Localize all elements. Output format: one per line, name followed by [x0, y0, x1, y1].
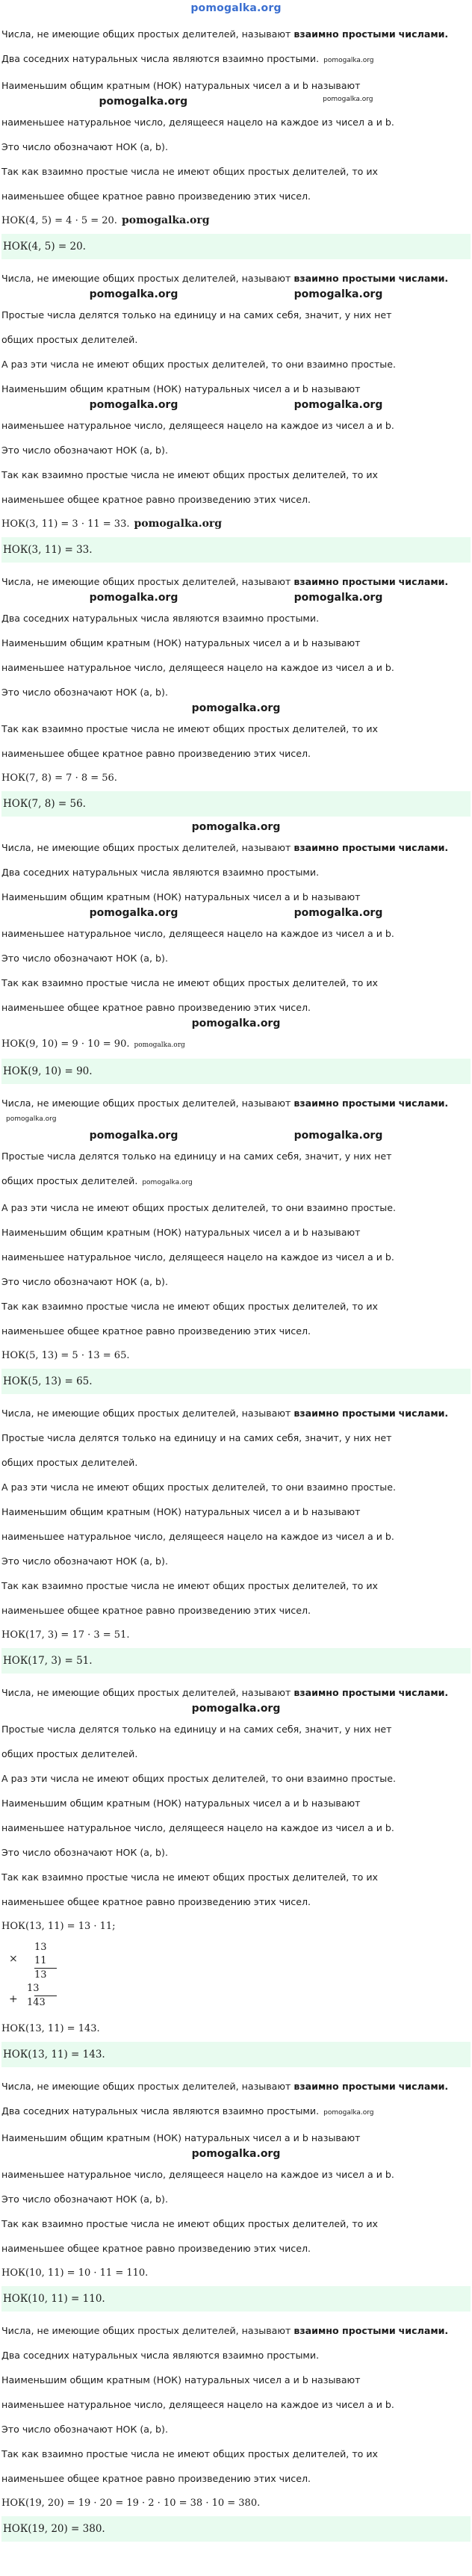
multiply-sign: × — [9, 1953, 18, 1965]
problem-2 — [1, 264, 471, 563]
lcm-coprime-rule: Так как взаимно простые числа не имеют общих простых делителей, то их — [1, 977, 378, 988]
watermark: pomogalka.org — [191, 1018, 281, 1030]
watermark: pomogalka.org — [121, 214, 210, 226]
lcm-definition-cont: наименьшее натуральное число, делящееся нацело на каждое из чисел a и b. — [1, 420, 394, 431]
site-logo[interactable]: pomogalka.org — [190, 2, 282, 14]
watermark: pomogalka.org — [323, 96, 373, 103]
watermark: pomogalka.org — [294, 1130, 383, 1142]
watermark: pomogalka.org — [323, 2109, 374, 2117]
lcm-coprime-rule: Так как взаимно простые числа не имеют общих простых делителей, то их — [1, 469, 378, 480]
calculation: НОК(3, 11) = 3 · 11 = 33. pomogalka.org — [1, 518, 223, 530]
lcm-definition: Наименьшим общим кратным (НОК) натуральных чисел a и b называют — [1, 80, 361, 91]
column-multiplication — [1, 1936, 471, 2014]
primes-rule: Простые числа делятся только на единицу и на самих себя, значит, у них нет — [1, 1724, 392, 1735]
lcm-notation: Это число обозначают НОК (a, b). — [1, 1276, 168, 1287]
lcm-coprime-rule-cont: наименьшее общее кратное равно произведению этих чисел. — [1, 2473, 311, 2484]
multiplicand: 13 — [34, 1942, 47, 1953]
watermark: pomogalka.org — [191, 821, 281, 833]
adjacent-rule: Два соседних натуральных числа являются взаимно простыми. pomogalka.org — [1, 44, 471, 71]
watermark-row — [1, 1703, 471, 1715]
watermark-row — [1, 288, 471, 300]
lcm-coprime-rule: Так как взаимно простые числа не имеют общих простых делителей, то их — [1, 723, 378, 734]
answer: НОК(3, 11) = 33. — [1, 537, 471, 563]
answer: НОК(10, 11) = 110. — [1, 2286, 471, 2312]
lcm-coprime-rule: Так как взаимно простые числа не имеют общих простых делителей, то их — [1, 1580, 378, 1591]
calculation-result: НОК(13, 11) = 143. — [1, 2023, 100, 2034]
lcm-coprime-rule-cont: наименьшее общее кратное равно произведению этих чисел. — [1, 1605, 311, 1616]
adjacent-rule: Два соседних натуральных числа являются взаимно простыми. — [1, 2350, 320, 2361]
watermark: pomogalka.org — [294, 288, 383, 300]
calculation: НОК(9, 10) = 9 · 10 = 90. pomogalka.org — [1, 1030, 471, 1056]
problem-9 — [1, 2316, 471, 2542]
watermark: pomogalka.org — [191, 2148, 281, 2160]
watermark: pomogalka.org — [89, 1130, 178, 1142]
lcm-definition: Наименьшим общим кратным (НОК) натуральных чисел a и b называют — [1, 637, 361, 648]
definition-coprime: Числа, не имеющие общих простых делителей, называют взаимно простыми числами. — [1, 28, 449, 40]
partial-product-2: 13 — [27, 1983, 40, 1994]
definition-coprime: Числа, не имеющие общих простых делителей, называют взаимно простыми числами. — [1, 576, 449, 587]
no-common-divisors: А раз эти числа не имеют общих простых делителей, то они взаимно простые. — [1, 359, 396, 370]
watermark: pomogalka.org — [294, 907, 383, 919]
lcm-definition: Наименьшим общим кратным (НОК) натуральных чисел a и b называют — [1, 2374, 361, 2385]
definition-coprime: Числа, не имеющие общих простых делителей, называют взаимно простыми числами. — [1, 2325, 449, 2336]
lcm-notation: Это число обозначают НОК (a, b). — [1, 2424, 168, 2435]
watermark: pomogalka.org — [89, 288, 178, 300]
watermark-row — [1, 96, 471, 108]
lcm-notation: Это число обозначают НОК (a, b). — [1, 1555, 168, 1567]
watermark: pomogalka.org — [191, 702, 281, 714]
lcm-definition: Наименьшим общим кратным (НОК) натуральных чисел a и b называют — [1, 1798, 361, 1809]
calculation: НОК(7, 8) = 7 · 8 = 56. — [1, 773, 117, 784]
lcm-definition-cont: наименьшее натуральное число, делящееся нацело на каждое из чисел a и b. — [1, 2399, 394, 2410]
primes-rule-cont: общих простых делителей. — [1, 1457, 138, 1468]
watermark: pomogalka.org — [191, 1703, 281, 1715]
definition-coprime: Числа, не имеющие общих простых делителей, называют взаимно простыми числами.pomogalka.org — [1, 1089, 471, 1130]
watermark: pomogalka.org — [89, 592, 178, 604]
calculation: НОК(17, 3) = 17 · 3 = 51. — [1, 1629, 130, 1641]
answer: НОК(19, 20) = 380. — [1, 2516, 471, 2542]
primes-rule-cont: общих простых делителей. — [1, 334, 138, 345]
lcm-definition: Наименьшим общим кратным (НОК) натуральных чисел a и b называют — [1, 891, 361, 902]
watermark: pomogalka.org — [134, 518, 223, 530]
lcm-notation: Это число обозначают НОК (a, b). — [1, 953, 168, 964]
problem-4 — [1, 821, 471, 1084]
watermark-row — [1, 702, 471, 714]
primes-rule-cont: общих простых делителей. — [1, 1748, 138, 1759]
lcm-definition: Наименьшим общим кратным (НОК) натуральных чисел a и b называют — [1, 383, 361, 394]
lcm-coprime-rule: Так как взаимно простые числа не имеют общих простых делителей, то их — [1, 166, 378, 177]
lcm-definition-cont: наименьшее натуральное число, делящееся нацело на каждое из чисел a и b. — [1, 662, 394, 673]
solutions — [0, 19, 472, 2542]
problem-8 — [1, 2072, 471, 2312]
lcm-definition: Наименьшим общим кратным (НОК) натуральных чисел a и b называют — [1, 2132, 361, 2143]
definition-coprime: Числа, не имеющие общих простых делителей, называют взаимно простыми числами. — [1, 2081, 449, 2092]
adjacent-rule: Два соседних натуральных числа являются взаимно простыми. — [1, 867, 320, 878]
lcm-definition-cont: наименьшее натуральное число, делящееся нацело на каждое из чисел a и b. — [1, 2169, 394, 2180]
no-common-divisors: А раз эти числа не имеют общих простых делителей, то они взаимно простые. — [1, 1202, 396, 1213]
answer: НОК(4, 5) = 20. — [1, 234, 471, 259]
calculation: НОК(10, 11) = 10 · 11 = 110. — [1, 2267, 149, 2279]
partial-product-1: 13 — [34, 1969, 47, 1981]
answer: НОК(9, 10) = 90. — [1, 1059, 471, 1084]
watermark: pomogalka.org — [323, 57, 374, 64]
lcm-coprime-rule-cont: наименьшее общее кратное равно произведению этих чисел. — [1, 1896, 311, 1907]
watermark: pomogalka.org — [294, 399, 383, 411]
calculation: НОК(5, 13) = 5 · 13 = 65. — [1, 1350, 130, 1361]
lcm-notation: Это число обозначают НОК (a, b). — [1, 687, 168, 698]
lcm-coprime-rule-cont: наименьшее общее кратное равно произведению этих чисел. — [1, 2243, 311, 2254]
lcm-definition-cont: наименьшее натуральное число, делящееся нацело на каждое из чисел a и b. — [1, 1822, 394, 1833]
lcm-notation: Это число обозначают НОК (a, b). — [1, 2193, 168, 2205]
answer: НОК(5, 13) = 65. — [1, 1369, 471, 1394]
primes-rule: Простые числа делятся только на единицу и на самих себя, значит, у них нет — [1, 309, 392, 321]
watermark-row — [1, 1130, 471, 1142]
definition-coprime: Числа, не имеющие общих простых делителей, называют взаимно простыми числами. — [1, 1408, 449, 1419]
problem-1 — [1, 19, 471, 259]
lcm-coprime-rule: Так как взаимно простые числа не имеют общих простых делителей, то их — [1, 1301, 378, 1312]
definition-coprime: Числа, не имеющие общих простых делителей, называют взаимно простыми числами. — [1, 842, 449, 853]
lcm-coprime-rule: Так как взаимно простые числа не имеют общих простых делителей, то их — [1, 2448, 378, 2459]
definition-coprime: Числа, не имеющие общих простых делителей, называют взаимно простыми числами. — [1, 273, 449, 284]
lcm-coprime-rule: Так как взаимно простые числа не имеют общих простых делителей, то их — [1, 2218, 378, 2229]
calculation: НОК(13, 11) = 13 · 11; — [1, 1921, 116, 1932]
primes-rule: Простые числа делятся только на единицу и на самих себя, значит, у них нет — [1, 1151, 392, 1162]
lcm-notation: Это число обозначают НОК (a, b). — [1, 445, 168, 456]
watermark-row — [1, 592, 471, 604]
lcm-notation: Это число обозначают НОК (a, b). — [1, 141, 168, 152]
watermark: pomogalka.org — [142, 1179, 193, 1186]
lcm-notation: Это число обозначают НОК (a, b). — [1, 1847, 168, 1858]
watermark-row — [1, 2148, 471, 2160]
primes-rule: Простые числа делятся только на единицу и на самих себя, значит, у них нет — [1, 1432, 392, 1443]
lcm-definition-cont: наименьшее натуральное число, делящееся нацело на каждое из чисел a и b. — [1, 1531, 394, 1542]
calculation: НОК(19, 20) = 19 · 20 = 19 · 2 · 10 = 38 · 10 = 380. — [1, 2498, 261, 2509]
primes-rule-cont: общих простых делителей. pomogalka.org — [1, 1166, 471, 1193]
lcm-coprime-rule-cont: наименьшее общее кратное равно произведению этих чисел. — [1, 191, 311, 202]
lcm-coprime-rule-cont: наименьшее общее кратное равно произведению этих чисел. — [1, 494, 311, 505]
lcm-coprime-rule-cont: наименьшее общее кратное равно произведению этих чисел. — [1, 1002, 311, 1013]
calculation: НОК(4, 5) = 4 · 5 = 20. pomogalka.org — [1, 214, 210, 226]
watermark: pomogalka.org — [89, 907, 178, 919]
watermark: pomogalka.org — [89, 399, 178, 411]
lcm-definition-cont: наименьшее натуральное число, делящееся нацело на каждое из чисел a и b. — [1, 928, 394, 939]
watermark: pomogalka.org — [294, 592, 383, 604]
answer: НОК(17, 3) = 51. — [1, 1648, 471, 1674]
multiplier: 11 — [34, 1955, 47, 1966]
watermark-row — [1, 821, 471, 833]
lcm-definition-cont: наименьшее натуральное число, делящееся нацело на каждое из чисел a и b. — [1, 1251, 394, 1263]
lcm-coprime-rule-cont: наименьшее общее кратное равно произведению этих чисел. — [1, 1325, 311, 1337]
problem-3 — [1, 567, 471, 817]
watermark: pomogalka.org — [99, 96, 188, 108]
definition-coprime: Числа, не имеющие общих простых делителей, называют взаимно простыми числами. — [1, 1687, 449, 1698]
watermark-row — [1, 1018, 471, 1030]
lcm-definition-cont: наименьшее натуральное число, делящееся нацело на каждое из чисел a и b. — [1, 117, 394, 128]
lcm-coprime-rule-cont: наименьшее общее кратное равно произведению этих чисел. — [1, 748, 311, 759]
lcm-coprime-rule: Так как взаимно простые числа не имеют общих простых делителей, то их — [1, 1871, 378, 1883]
watermark-row — [1, 907, 471, 919]
no-common-divisors: А раз эти числа не имеют общих простых делителей, то они взаимно простые. — [1, 1773, 396, 1784]
watermark: pomogalka.org — [6, 1115, 57, 1123]
watermark: pomogalka.org — [134, 1041, 185, 1049]
column-result: 143 — [27, 1997, 46, 2008]
answer: НОК(13, 11) = 143. — [1, 2042, 471, 2067]
answer: НОК(7, 8) = 56. — [1, 791, 471, 817]
problem-7 — [1, 1678, 471, 2067]
no-common-divisors: А раз эти числа не имеют общих простых делителей, то они взаимно простые. — [1, 1481, 396, 1493]
plus-sign: + — [9, 1993, 18, 2005]
watermark-row — [1, 399, 471, 411]
problem-5 — [1, 1089, 471, 1394]
adjacent-rule: Два соседних натуральных числа являются взаимно простыми. pomogalka.org — [1, 2096, 471, 2123]
lcm-definition: Наименьшим общим кратным (НОК) натуральных чисел a и b называют — [1, 1506, 361, 1517]
problem-6 — [1, 1399, 471, 1674]
lcm-definition: Наименьшим общим кратным (НОК) натуральных чисел a и b называют — [1, 1227, 361, 1238]
adjacent-rule: Два соседних натуральных числа являются взаимно простыми. — [1, 613, 320, 624]
